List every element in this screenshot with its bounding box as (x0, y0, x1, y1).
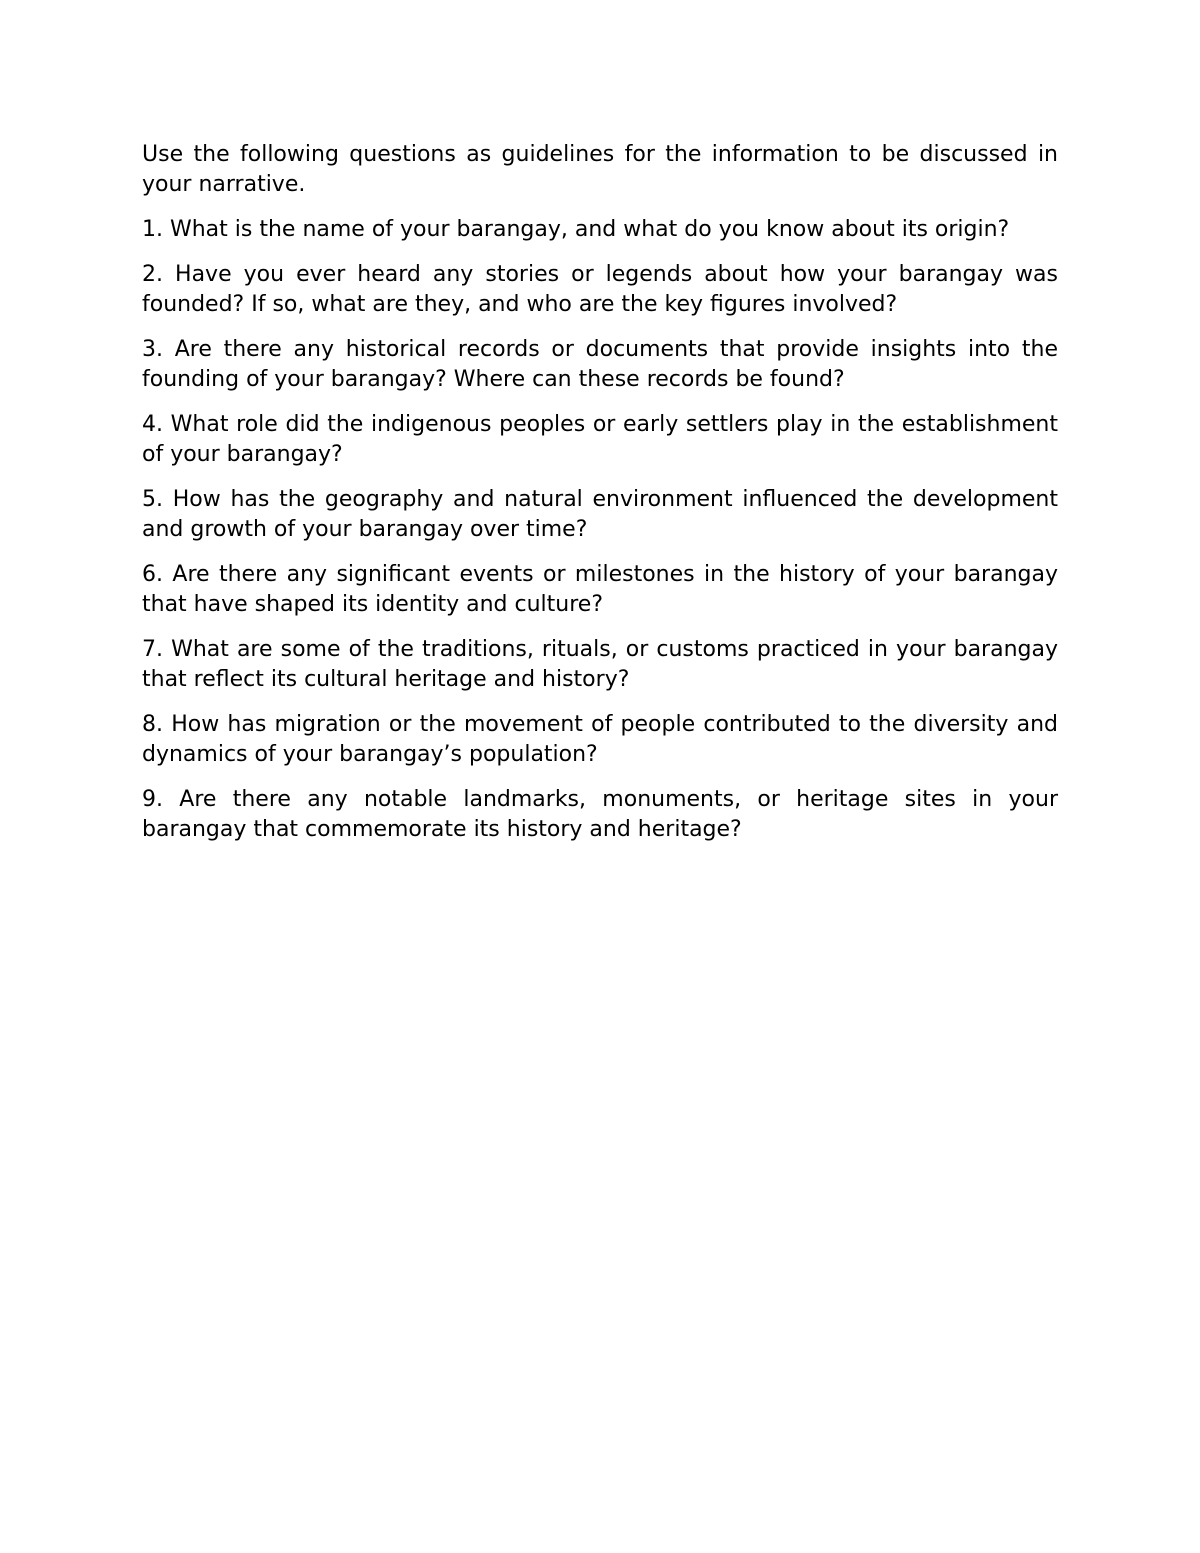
question-3: 3. Are there any historical records or documents that provide insights into the founding of your barangay? Where can these records be found? (142, 337, 1058, 392)
question-1: 1. What is the name of your barangay, and what do you know about its origin? (142, 217, 1010, 242)
question-7: 7. What are some of the traditions, rituals, or customs practiced in your barangay that reflect its cultural heritage and history? (142, 637, 1058, 692)
document-body (142, 140, 1058, 860)
question-2: 2. Have you ever heard any stories or legends about how your barangay was founded? If so, what are they, and who are the key figures involved? (142, 262, 1058, 317)
question-4: 4. What role did the indigenous peoples or early settlers play in the establishment of your barangay? (142, 412, 1058, 467)
question-8: 8. How has migration or the movement of people contributed to the diversity and dynamics of your barangay’s population? (142, 712, 1058, 767)
question-9: 9. Are there any notable landmarks, monuments, or heritage sites in your barangay that commemorate its history and heritage? (142, 787, 1058, 842)
question-6: 6. Are there any significant events or milestones in the history of your barangay that have shaped its identity and culture? (142, 562, 1058, 617)
intro-paragraph: Use the following questions as guidelines for the information to be discussed in your narrative. (142, 142, 1058, 197)
question-5: 5. How has the geography and natural environment influenced the development and growth of your barangay over time? (142, 487, 1058, 542)
